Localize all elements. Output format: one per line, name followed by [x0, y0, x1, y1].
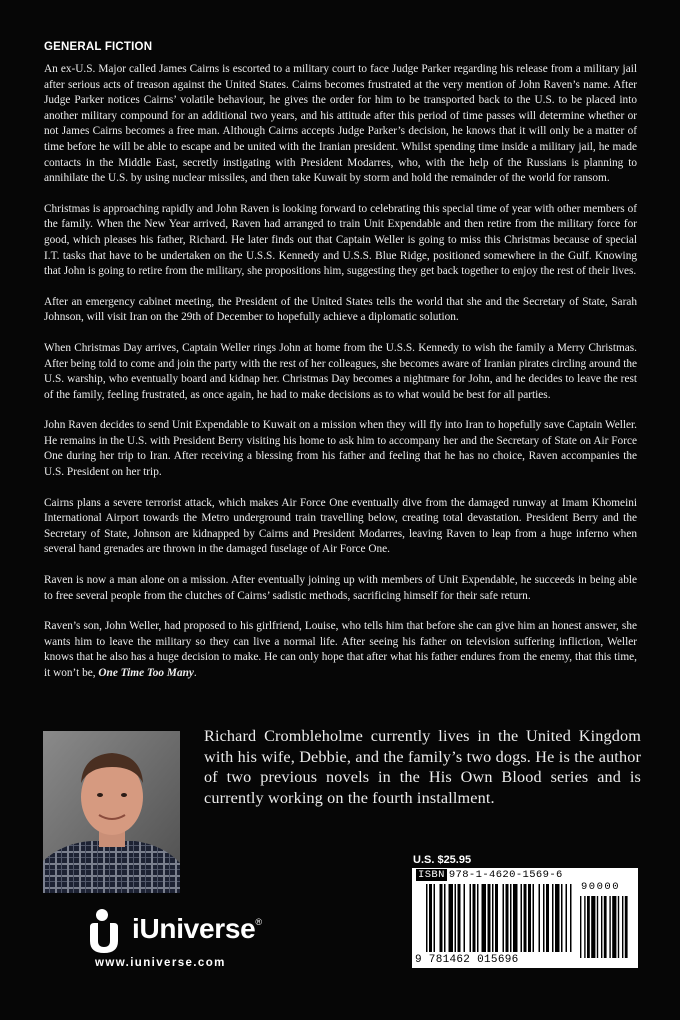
synopsis-paragraph: John Raven decides to send Unit Expendable to Kuwait on a mission when they will fly into Iran to hopefully save Captain Weller. He remains in the U.S. with President Berry visiting his home to ask him to accompany her and the Secretary of State on Air Force One during her trip to Iran. After receiving a blessing from his father and feeling that he has no choice, Raven accompanies the U.S. President on her trip. — [44, 419, 637, 479]
addon-barcode-bar — [604, 896, 607, 958]
barcode-bar — [426, 884, 428, 952]
price-label: U.S. $25.95 — [413, 854, 472, 866]
addon-barcode-bar — [618, 896, 619, 958]
synopsis-paragraph: An ex-U.S. Major called James Cairns is escorted to a military court to face Judge Parker regarding his release from a military jail after serious acts of treason against the United States. Cairns becomes frustrated at the very mention of John Raven’s name. After Judge Parker notices Cairns’ volatile behaviour, he gives the order for him to be transported back to the U.S. to be placed into another military compound for an additional two years, and his attitude after this period of time passes will determine whether or not James Cairns becomes a free man. Although Cairns accepts Judge Parker’s decision, he knows that it will only be a matter of time before he will be able to escape and be united with the Iranian president. Whilst spending time inside a military jail, he made contacts in the Middle East, secretly instigating with President Modarres, who, with the help of the Russians is planning to annihilate the U.S. by using nuclear missiles, and then take Kuwait by storm and hold the remainder of the world for ransom. — [44, 63, 637, 185]
addon-barcode-bar — [612, 896, 616, 958]
addon-barcode-bar — [591, 896, 595, 958]
barcode-bar — [434, 884, 436, 952]
author-bio: Richard Crombleholme currently lives in the United Kingdom with his wife, Debbie, and the family’s two dogs. He is the author of two previous novels in the His Own Blood series and is currently working on the fourth installment. — [204, 727, 641, 808]
barcode-bar — [455, 884, 457, 952]
final-paragraph-text: Raven’s son, John Weller, had proposed to his girlfriend, Louise, who tells him that before she can give him an honest answer, she wants him to leave the military so they can live a normal life. After seeing his father on television suffering infliction, Weller knows that he also has a huge decision to make. He can only hope that after what his father endures from the enemy, that this time, it won’t be, — [44, 620, 637, 679]
final-period: . — [193, 667, 197, 679]
ean-digits: 9 781462 015696 — [415, 954, 519, 966]
isbn-label: ISBN — [418, 869, 445, 881]
barcode-bar — [513, 884, 518, 952]
barcode-bar — [482, 884, 487, 952]
publisher-name: iUniverse® — [132, 913, 262, 944]
iuniverse-logo-icon — [86, 905, 130, 953]
author-portrait-illustration — [43, 731, 180, 893]
addon-barcode-bar — [625, 896, 628, 958]
synopsis-paragraph: Christmas is approaching rapidly and John Raven is looking forward to celebrating this special time of year with other members of the family. When the New Year arrived, Raven had arranged to train Unit Expendable and then retire from the military force for good, which pleases his father, Richard. He later finds out that Captain Weller is going to miss this Christmas because of special I.T. tasks that have to be undertaken on the U.S.S. Kennedy and U.S.S. Blue Ridge, positioned somewhere in the Gulf. Knowing that John is going to retire from the military, she propositions him, suggesting they get back together to enjoy the rest of their lives. — [44, 202, 637, 278]
isbn-number — [416, 869, 563, 881]
barcode-bar — [488, 884, 491, 952]
barcode-bar — [495, 884, 498, 952]
barcode-bar — [470, 884, 472, 952]
book-title-emphasis: One Time Too Many — [98, 667, 194, 679]
synopsis-paragraph: Raven is now a man alone on a mission. After eventually joining up with members of Unit Expendable, he succeeds in being able to free several people from the clutches of Cairns’ sadistic methods, sacrificing himself for their safe return. — [44, 574, 637, 602]
addon-barcode-bar — [622, 896, 623, 958]
barcode-bar — [552, 884, 554, 952]
addon-barcode-bar — [609, 896, 610, 958]
synopsis — [44, 62, 637, 697]
barcode-bar — [539, 884, 541, 952]
synopsis-paragraph: Cairns plans a severe terrorist attack, which makes Air Force One eventually dive from the damaged runway at Imam Khomeini International Airport towards the Metro underground train travelling below, creating total devastation. President Berry and the Secretary of State, Johnson are kidnapped by Cairns and President Modarres, leaving Raven to leap from a huge inferno when several hand grenades are thrown in the damaged fuselage of Air Force One. — [44, 496, 637, 556]
barcode-bar — [566, 884, 568, 952]
barcode-bar — [546, 884, 549, 952]
barcode-bar — [444, 884, 446, 952]
barcode-bar — [429, 884, 432, 952]
isbn-value: 978-1-4620-1569-6 — [448, 869, 563, 881]
barcode-bar — [533, 884, 535, 952]
barcode-bar — [561, 884, 563, 952]
addon-barcode-bar — [587, 896, 590, 958]
barcode-bar — [510, 884, 512, 952]
barcode-bar — [506, 884, 509, 952]
barcode-bar — [492, 884, 494, 952]
barcode-bar — [458, 884, 461, 952]
author-photo — [43, 731, 180, 893]
genre-heading: GENERAL FICTION — [44, 41, 153, 53]
barcode-bar — [503, 884, 505, 952]
barcode-bar — [570, 884, 572, 952]
synopsis-paragraph: When Christmas Day arrives, Captain Weller rings John at home from the U.S.S. Kennedy to wish the family a Merry Christmas. After being told to come and join the party with the rest of her colleagues, she becomes aware of Iranian pirates circling around the U.S. warship, who eventually board and kidnap her. Christmas Day becomes a nightmare for John, and he decides to leave the rest of the family, feeling frustrated, as once again, he had to make decisions as to what would be best for all parties. — [44, 341, 637, 401]
barcode-bar — [521, 884, 523, 952]
addon-barcode-bar — [584, 896, 585, 958]
barcode-bar — [464, 884, 466, 952]
publisher-logo — [86, 905, 286, 959]
barcode-bar — [528, 884, 531, 952]
barcode-bar — [477, 884, 479, 952]
addon-barcode-bar — [580, 896, 581, 958]
isbn-barcode — [412, 868, 638, 968]
barcode-bar — [473, 884, 476, 952]
barcode-bar — [449, 884, 454, 952]
addon-price-code: 90000 — [581, 881, 621, 893]
barcode-bar — [524, 884, 527, 952]
barcode-bar — [555, 884, 560, 952]
addon-barcode-bar — [601, 896, 602, 958]
synopsis-paragraph: After an emergency cabinet meeting, the President of the United States tells the world that she and the Secretary of State, Sarah Johnson, will visit Iran on the 29th of December to hopefully achieve a diplomatic solution. — [44, 295, 637, 324]
barcode-bar — [440, 884, 443, 952]
barcode-bar — [543, 884, 545, 952]
synopsis-final-paragraph — [44, 619, 637, 681]
publisher-website: www.iuniverse.com — [95, 957, 226, 969]
trademark-symbol: ® — [255, 917, 262, 927]
addon-barcode-bar — [597, 896, 598, 958]
